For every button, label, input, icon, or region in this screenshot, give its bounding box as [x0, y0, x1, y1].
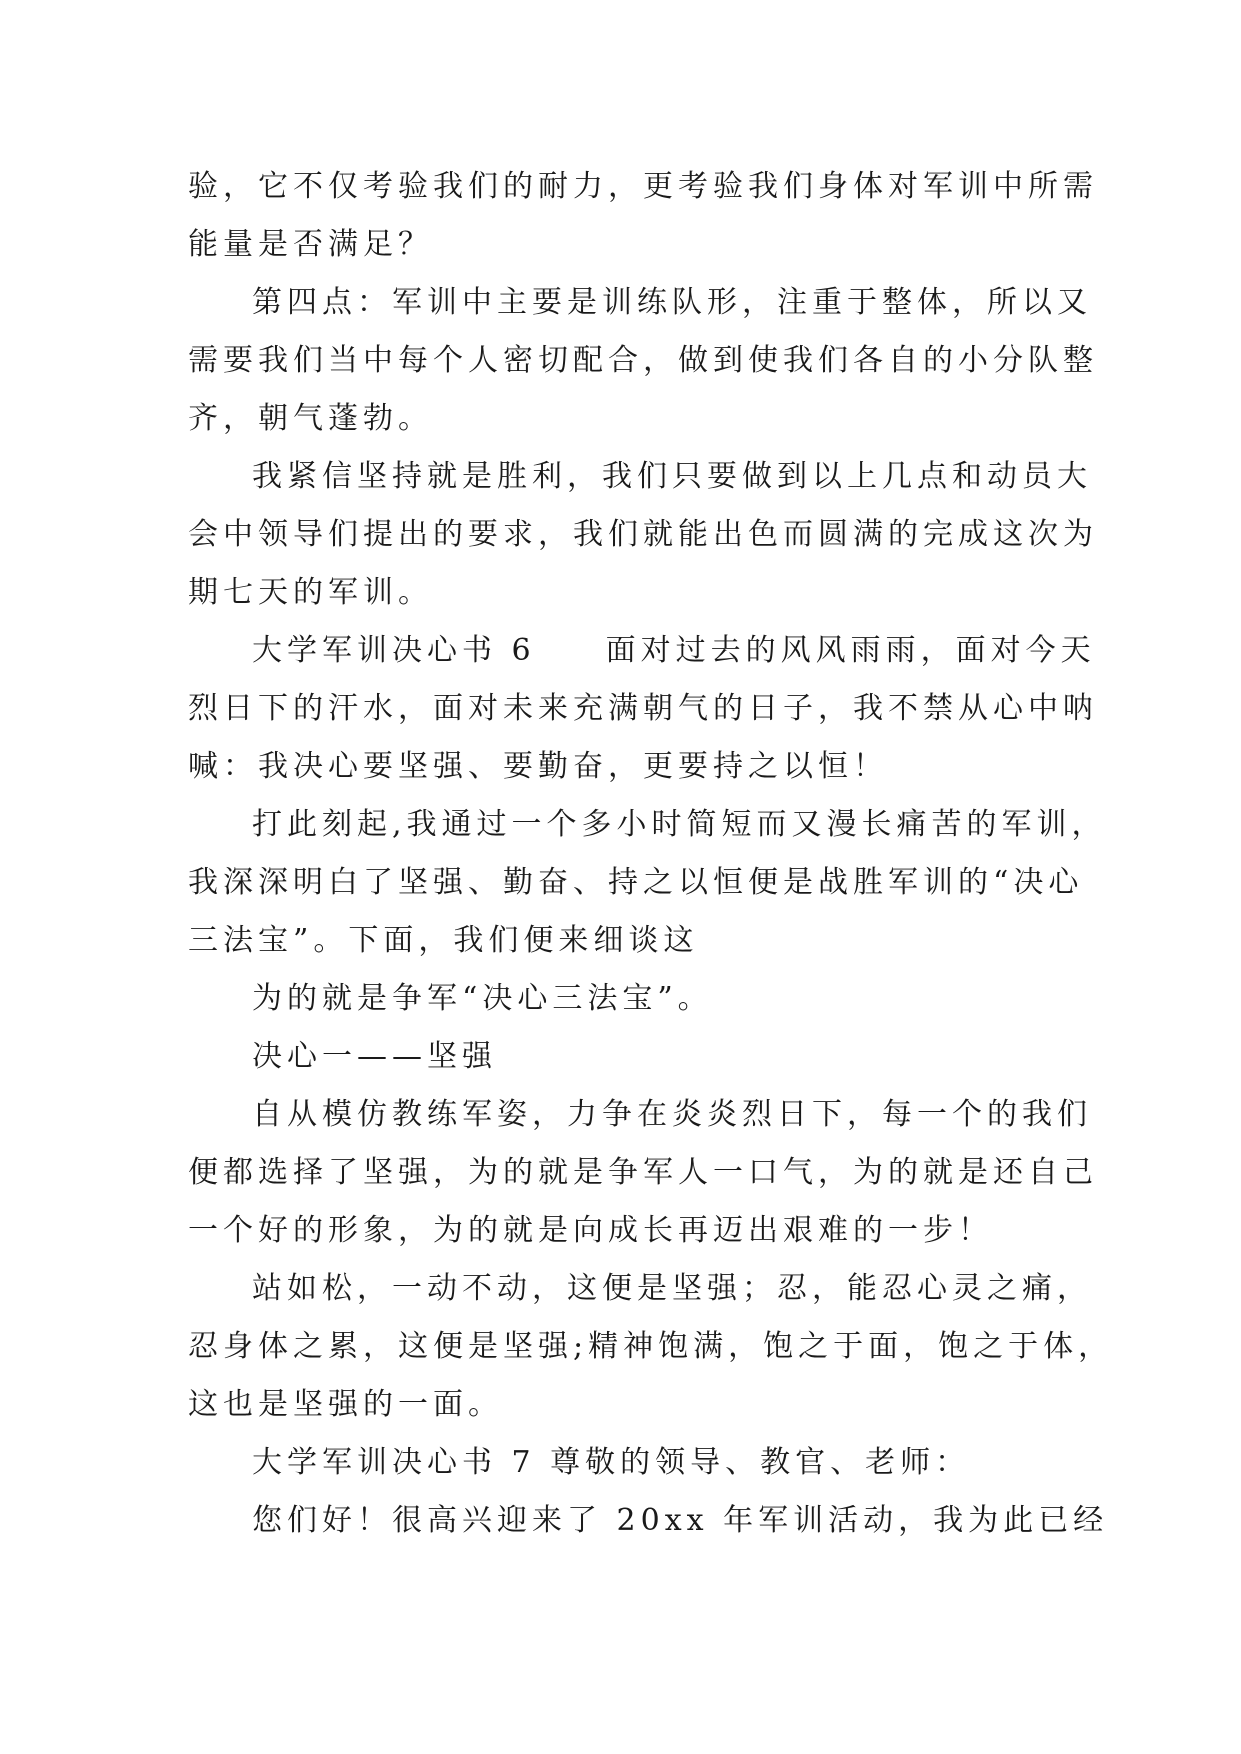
- text-line: 能量是否满足？: [188, 227, 433, 262]
- text-line: 需要我们当中每个人密切配合，做到使我们各自的小分队整: [188, 343, 1098, 378]
- text-line: 我深深明白了坚强、勤奋、持之以恒便是战胜军训的“决心: [188, 865, 1084, 900]
- text-line: 喊：我决心要坚强、要勤奋，更要持之以恒！: [188, 749, 888, 784]
- text-line: 会中领导们提出的要求，我们就能出色而圆满的完成这次为: [188, 517, 1098, 552]
- body-text: [188, 158, 1114, 1550]
- text-line: 烈日下的汗水，面对未来充满朝气的日子，我不禁从心中呐: [188, 691, 1098, 726]
- paragraph-start: 第四点：军训中主要是训练队形，注重于整体，所以又: [252, 285, 1092, 320]
- text-line: 齐，朝气蓬勃。: [188, 401, 433, 436]
- text-line: 一个好的形象，为的就是向成长再迈出艰难的一步！: [188, 1213, 993, 1248]
- text-line: 期七天的军训。: [188, 575, 433, 610]
- text-line: 便都选择了坚强，为的就是争军人一口气，为的就是还自己: [188, 1155, 1098, 1190]
- text-line: 这也是坚强的一面。: [188, 1387, 503, 1422]
- text-line: 验，它不仅考验我们的耐力，更考验我们身体对军训中所需: [188, 169, 1098, 204]
- paragraph-start: 为的就是争军“决心三法宝”。: [252, 981, 713, 1016]
- text-line: 三法宝”。下面，我们便来细谈这: [188, 923, 699, 958]
- paragraph-start: 我紧信坚持就是胜利，我们只要做到以上几点和动员大: [252, 459, 1092, 494]
- section-heading-6: 大学军训决心书 6 面对过去的风风雨雨，面对今天: [252, 633, 1096, 668]
- subheading: 决心一——坚强: [252, 1039, 497, 1074]
- paragraph-start: 您们好！很高兴迎来了 20xx 年军训活动，我为此已经: [252, 1503, 1109, 1538]
- text-line: 忍身体之累，这便是坚强;精神饱满，饱之于面，饱之于体，: [188, 1329, 1114, 1364]
- paragraph-start: 站如松，一动不动，这便是坚强；忍，能忍心灵之痛，: [252, 1271, 1092, 1306]
- paragraph-start: 自从模仿教练军姿，力争在炎炎烈日下，每一个的我们: [252, 1097, 1092, 1132]
- section-heading-7: 大学军训决心书 7 尊敬的领导、教官、老师：: [252, 1445, 971, 1480]
- paragraph-start: 打此刻起,我通过一个多小时简短而又漫长痛苦的军训，: [252, 807, 1107, 842]
